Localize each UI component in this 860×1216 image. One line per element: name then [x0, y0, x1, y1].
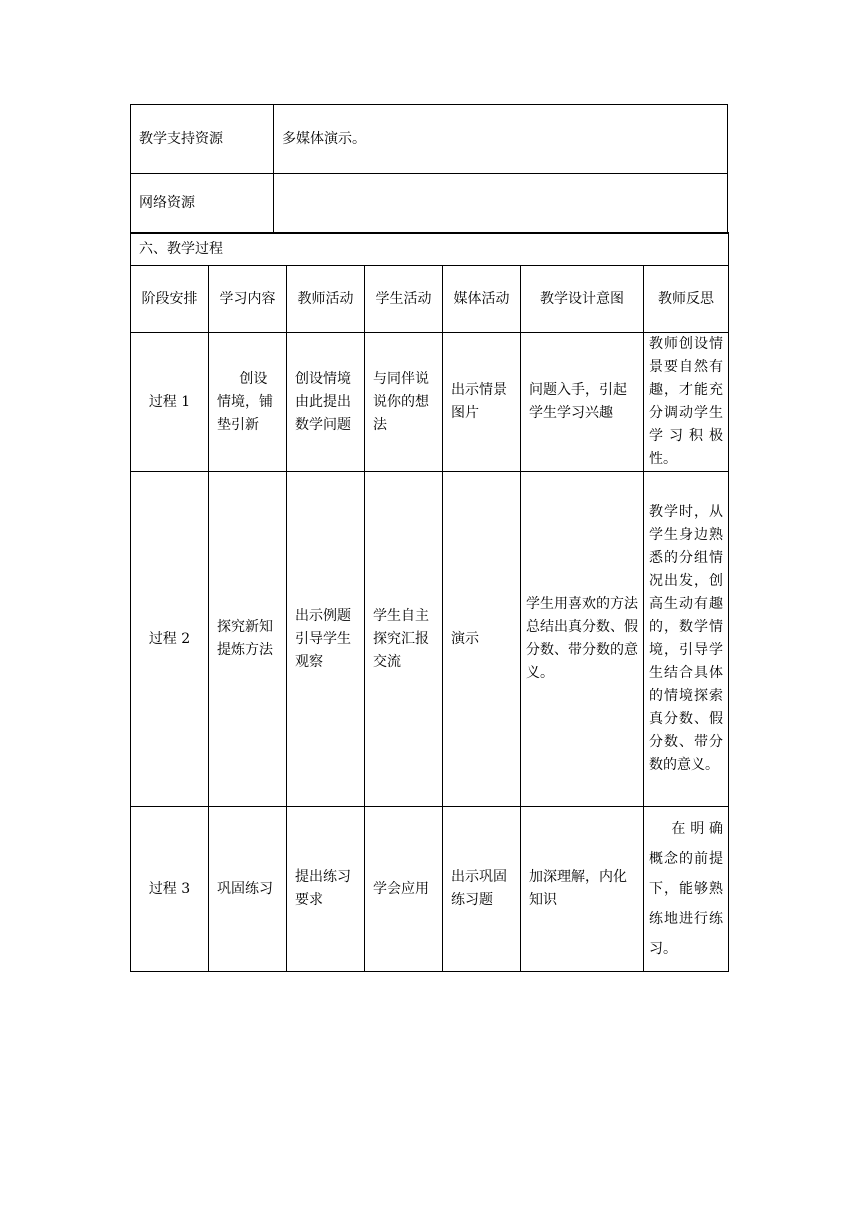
support-resources-table — [130, 104, 728, 234]
table-row — [131, 472, 729, 807]
reflection-cell: 在明确概念的前提下，能够熟练地进行练习。 — [644, 807, 729, 972]
student-cell: 与同伴说说你的想法 — [365, 333, 443, 472]
support-resources-label: 教学支持资源 — [131, 105, 274, 174]
teaching-process-table — [130, 232, 729, 972]
table-row — [131, 174, 728, 234]
intent-cell: 问题入手，引起学生学习兴趣 — [521, 333, 644, 472]
header-reflection: 教师反思 — [644, 266, 729, 333]
media-cell: 出示巩固练习题 — [443, 807, 521, 972]
reflection-cell: 教学时，从学生身边熟悉的分组情况出发，创高生动有趣的，数学情境，引导学生结合具体的情境探索真分数、假分数、带分数的意义。 — [644, 472, 729, 807]
support-resources-value: 多媒体演示。 — [274, 105, 728, 174]
section-row — [131, 233, 729, 266]
header-row — [131, 266, 729, 333]
content-cell: 探究新知提炼方法 — [209, 472, 287, 807]
teacher-cell: 创设情境由此提出数学问题 — [287, 333, 365, 472]
header-student: 学生活动 — [365, 266, 443, 333]
student-cell: 学会应用 — [365, 807, 443, 972]
network-resources-label: 网络资源 — [131, 174, 274, 234]
header-teacher: 教师活动 — [287, 266, 365, 333]
content-cell: 巩固练习 — [209, 807, 287, 972]
content-cell: 创设情境，铺垫引新 — [209, 333, 287, 472]
student-cell: 学生自主探究汇报交流 — [365, 472, 443, 807]
table-row — [131, 333, 729, 472]
table-row — [131, 807, 729, 972]
header-media: 媒体活动 — [443, 266, 521, 333]
stage-cell: 过程 1 — [131, 333, 209, 472]
intent-cell: 加深理解，内化知识 — [521, 807, 644, 972]
media-cell: 演示 — [443, 472, 521, 807]
header-intent: 教学设计意图 — [521, 266, 644, 333]
stage-cell: 过程 3 — [131, 807, 209, 972]
teacher-cell: 提出练习要求 — [287, 807, 365, 972]
reflection-cell: 教师创设情景要自然有趣，才能充分调动学生学习积极性。 — [644, 333, 729, 472]
media-cell: 出示情景图片 — [443, 333, 521, 472]
header-content: 学习内容 — [209, 266, 287, 333]
intent-cell: 学生用喜欢的方法总结出真分数、假分数、带分数的意义。 — [521, 472, 644, 807]
table-row — [131, 105, 728, 174]
network-resources-value — [274, 174, 728, 234]
section-title: 六、教学过程 — [131, 233, 729, 266]
stage-cell: 过程 2 — [131, 472, 209, 807]
header-stage: 阶段安排 — [131, 266, 209, 333]
teacher-cell: 出示例题引导学生观察 — [287, 472, 365, 807]
